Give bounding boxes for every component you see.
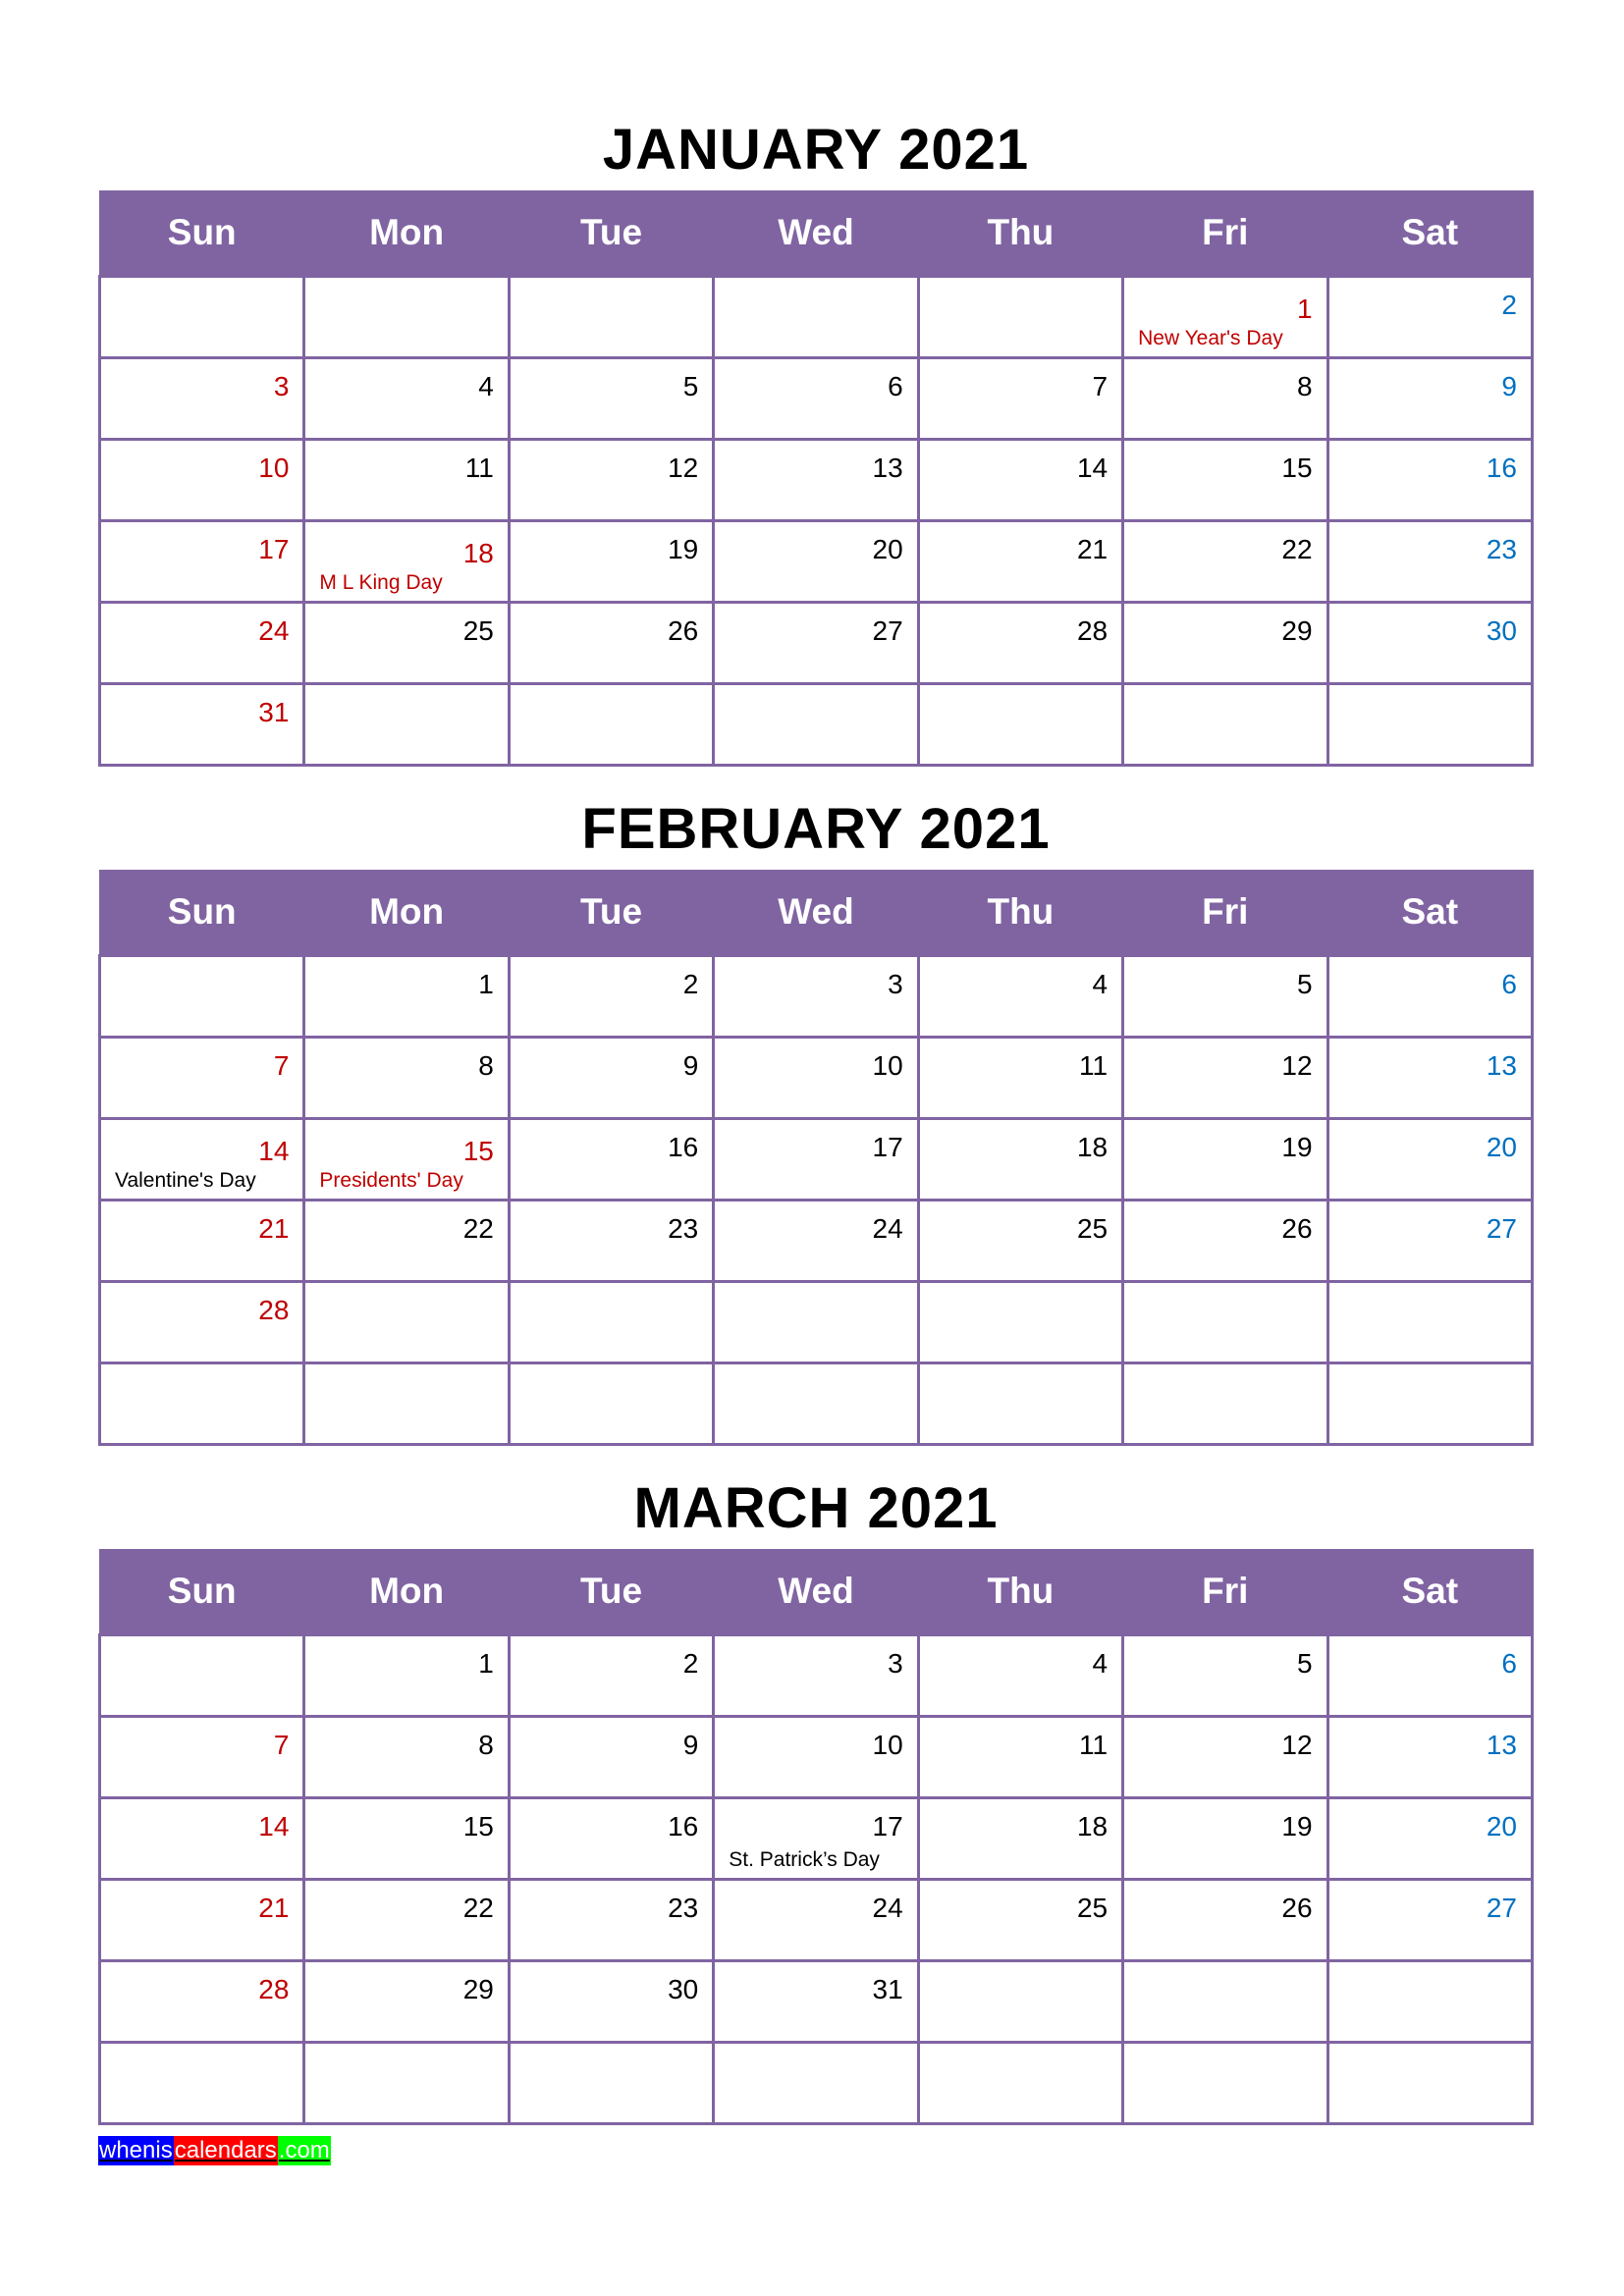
week-row bbox=[100, 277, 1533, 358]
weekday-header-sat: Sat bbox=[1327, 1549, 1532, 1635]
weekday-header-mon: Mon bbox=[304, 1549, 509, 1635]
weekday-header-sat: Sat bbox=[1327, 190, 1532, 277]
day-cell bbox=[714, 521, 918, 603]
day-number: 15 bbox=[462, 1811, 494, 1842]
day-cell bbox=[304, 1717, 509, 1798]
day-number: 28 bbox=[258, 1295, 290, 1325]
empty-day-cell bbox=[1123, 1282, 1327, 1363]
day-cell bbox=[304, 1961, 509, 2043]
day-cell bbox=[1327, 1635, 1532, 1717]
day-cell bbox=[304, 956, 509, 1038]
day-number: 18 bbox=[462, 538, 494, 568]
day-cell bbox=[100, 1038, 304, 1119]
day-cell bbox=[304, 1880, 509, 1961]
day-cell bbox=[100, 1717, 304, 1798]
weekday-header-row bbox=[100, 1549, 1533, 1635]
empty-day-cell bbox=[1327, 684, 1532, 766]
day-number: 30 bbox=[668, 1974, 699, 2004]
day-cell bbox=[1123, 1038, 1327, 1119]
empty-day-cell bbox=[304, 277, 509, 358]
day-number: 11 bbox=[464, 453, 494, 483]
day-cell bbox=[714, 1119, 918, 1201]
week-row bbox=[100, 1961, 1533, 2043]
day-cell bbox=[304, 1038, 509, 1119]
day-number: 13 bbox=[1486, 1050, 1517, 1081]
empty-day-cell bbox=[100, 277, 304, 358]
day-cell bbox=[918, 358, 1122, 440]
day-number: 10 bbox=[872, 1050, 903, 1081]
day-number: 1 bbox=[478, 1648, 494, 1679]
weekday-header-row bbox=[100, 870, 1533, 956]
month-january bbox=[98, 110, 1534, 767]
day-cell bbox=[100, 684, 304, 766]
day-number: 27 bbox=[872, 615, 903, 646]
day-number: 5 bbox=[1296, 969, 1313, 999]
day-cell bbox=[509, 1038, 713, 1119]
brand-part-whenis: whenis bbox=[99, 2137, 173, 2163]
day-number: 20 bbox=[1486, 1811, 1517, 1842]
empty-day-cell bbox=[714, 1282, 918, 1363]
day-number: 14 bbox=[1076, 453, 1109, 483]
day-cell bbox=[100, 1961, 304, 2043]
day-cell bbox=[1327, 358, 1532, 440]
month-march bbox=[98, 1468, 1534, 2125]
day-cell bbox=[918, 1201, 1122, 1282]
day-number: 3 bbox=[888, 1648, 903, 1679]
weekday-header-wed: Wed bbox=[714, 870, 918, 956]
day-number: 10 bbox=[872, 1730, 903, 1760]
day-cell bbox=[918, 1880, 1122, 1961]
day-cell bbox=[509, 956, 713, 1038]
day-cell bbox=[304, 1635, 509, 1717]
day-cell bbox=[1123, 1201, 1327, 1282]
empty-day-cell bbox=[304, 1363, 509, 1445]
empty-day-cell bbox=[304, 1282, 509, 1363]
day-cell bbox=[1123, 1880, 1327, 1961]
week-row bbox=[100, 1363, 1533, 1445]
brand-part-com: .com bbox=[278, 2137, 330, 2163]
day-number: 23 bbox=[668, 1893, 699, 1923]
day-number: 11 bbox=[1079, 1730, 1109, 1760]
day-cell bbox=[509, 1798, 713, 1880]
day-cell bbox=[509, 603, 713, 684]
day-number: 18 bbox=[1076, 1811, 1109, 1842]
day-cell bbox=[304, 358, 509, 440]
day-cell bbox=[509, 358, 713, 440]
day-number: 31 bbox=[258, 697, 290, 727]
day-cell bbox=[918, 1635, 1122, 1717]
empty-day-cell bbox=[714, 277, 918, 358]
holiday-label: New Year's Day bbox=[1138, 327, 1283, 349]
day-number: 13 bbox=[1486, 1730, 1517, 1760]
day-number: 15 bbox=[1281, 453, 1313, 483]
weekday-header-fri: Fri bbox=[1123, 190, 1327, 277]
day-cell bbox=[918, 521, 1122, 603]
day-cell bbox=[100, 1282, 304, 1363]
day-number: 6 bbox=[1501, 1648, 1517, 1679]
day-number: 25 bbox=[1076, 1213, 1109, 1244]
day-number: 12 bbox=[1281, 1730, 1313, 1760]
day-cell bbox=[100, 1880, 304, 1961]
day-number: 8 bbox=[478, 1050, 494, 1081]
day-cell bbox=[1327, 1119, 1532, 1201]
day-cell bbox=[1123, 1119, 1327, 1201]
holiday-label: St. Patrick’s Day bbox=[729, 1848, 880, 1871]
day-cell bbox=[1123, 1717, 1327, 1798]
day-cell bbox=[100, 603, 304, 684]
empty-day-cell bbox=[918, 2043, 1122, 2124]
day-cell bbox=[1327, 277, 1532, 358]
day-number: 2 bbox=[682, 1648, 699, 1679]
day-cell bbox=[509, 440, 713, 521]
empty-day-cell bbox=[918, 684, 1122, 766]
week-row bbox=[100, 1635, 1533, 1717]
day-cell bbox=[1327, 1201, 1532, 1282]
empty-day-cell bbox=[714, 1363, 918, 1445]
week-row bbox=[100, 603, 1533, 684]
day-cell bbox=[509, 1635, 713, 1717]
day-number: 8 bbox=[1296, 371, 1313, 401]
site-brand-link[interactable] bbox=[98, 2136, 331, 2165]
day-number: 19 bbox=[668, 534, 699, 564]
day-cell bbox=[714, 358, 918, 440]
day-number: 22 bbox=[1281, 534, 1313, 564]
day-number: 1 bbox=[478, 969, 494, 999]
empty-day-cell bbox=[100, 956, 304, 1038]
day-number: 12 bbox=[1281, 1050, 1313, 1081]
weekday-header-thu: Thu bbox=[918, 870, 1122, 956]
empty-day-cell bbox=[1327, 1961, 1532, 2043]
day-number: 21 bbox=[1076, 534, 1109, 564]
day-number: 26 bbox=[1281, 1213, 1313, 1244]
weekday-header-tue: Tue bbox=[509, 870, 713, 956]
day-number: 28 bbox=[1076, 615, 1109, 646]
day-number: 9 bbox=[682, 1050, 699, 1081]
day-cell bbox=[1327, 1717, 1532, 1798]
brand-part-calendars: calendars bbox=[174, 2137, 277, 2163]
day-cell bbox=[1123, 603, 1327, 684]
day-cell bbox=[714, 1635, 918, 1717]
empty-day-cell bbox=[304, 2043, 509, 2124]
weekday-header-wed: Wed bbox=[714, 190, 918, 277]
day-cell bbox=[100, 358, 304, 440]
week-row bbox=[100, 358, 1533, 440]
day-cell bbox=[100, 1798, 304, 1880]
week-row bbox=[100, 956, 1533, 1038]
week-row bbox=[100, 1038, 1533, 1119]
day-cell bbox=[1123, 440, 1327, 521]
day-number: 4 bbox=[478, 371, 494, 401]
empty-day-cell bbox=[1123, 684, 1327, 766]
day-cell bbox=[918, 440, 1122, 521]
week-row bbox=[100, 1201, 1533, 1282]
weekday-header-thu: Thu bbox=[918, 190, 1122, 277]
day-number: 25 bbox=[1076, 1893, 1109, 1923]
day-number: 7 bbox=[273, 1050, 290, 1081]
empty-day-cell bbox=[714, 684, 918, 766]
empty-day-cell bbox=[509, 1363, 713, 1445]
day-number: 19 bbox=[1281, 1811, 1313, 1842]
weekday-header-sun: Sun bbox=[100, 190, 304, 277]
empty-day-cell bbox=[100, 2043, 304, 2124]
day-number: 24 bbox=[258, 615, 290, 646]
day-cell bbox=[714, 1201, 918, 1282]
day-cell bbox=[100, 521, 304, 603]
day-number: 26 bbox=[1281, 1893, 1313, 1923]
day-number: 8 bbox=[478, 1730, 494, 1760]
calendar-grid bbox=[98, 190, 1534, 767]
day-number: 28 bbox=[258, 1974, 290, 2004]
week-row bbox=[100, 1282, 1533, 1363]
day-cell bbox=[304, 440, 509, 521]
day-number: 15 bbox=[462, 1136, 494, 1166]
day-number: 25 bbox=[462, 615, 494, 646]
empty-day-cell bbox=[714, 2043, 918, 2124]
day-cell bbox=[1327, 521, 1532, 603]
day-number: 12 bbox=[668, 453, 699, 483]
day-cell bbox=[1327, 603, 1532, 684]
day-number: 20 bbox=[872, 534, 903, 564]
day-cell bbox=[1327, 1880, 1532, 1961]
day-cell bbox=[1327, 1798, 1532, 1880]
week-row bbox=[100, 1119, 1533, 1201]
day-number: 2 bbox=[1501, 290, 1517, 320]
empty-day-cell bbox=[100, 1363, 304, 1445]
weekday-header-sat: Sat bbox=[1327, 870, 1532, 956]
day-number: 29 bbox=[1281, 615, 1313, 646]
day-cell bbox=[100, 1201, 304, 1282]
day-number: 10 bbox=[258, 453, 290, 483]
day-number: 19 bbox=[1281, 1132, 1313, 1162]
day-cell bbox=[509, 1961, 713, 2043]
day-cell bbox=[509, 1119, 713, 1201]
week-row bbox=[100, 440, 1533, 521]
empty-day-cell bbox=[918, 1282, 1122, 1363]
day-cell bbox=[918, 1038, 1122, 1119]
weekday-header-mon: Mon bbox=[304, 190, 509, 277]
day-cell bbox=[509, 1201, 713, 1282]
weekday-header-wed: Wed bbox=[714, 1549, 918, 1635]
day-number: 3 bbox=[888, 969, 903, 999]
day-number: 14 bbox=[258, 1811, 290, 1842]
day-cell bbox=[918, 1119, 1122, 1201]
day-cell bbox=[1123, 358, 1327, 440]
day-cell bbox=[1123, 521, 1327, 603]
day-number: 17 bbox=[872, 1132, 903, 1162]
empty-day-cell bbox=[1327, 1363, 1532, 1445]
empty-day-cell bbox=[509, 684, 713, 766]
day-cell bbox=[509, 1717, 713, 1798]
day-number: 5 bbox=[1296, 1648, 1313, 1679]
empty-day-cell bbox=[509, 277, 713, 358]
month-february bbox=[98, 789, 1534, 1446]
day-cell bbox=[1123, 277, 1327, 358]
empty-day-cell bbox=[1123, 1363, 1327, 1445]
day-number: 1 bbox=[1296, 294, 1313, 324]
empty-day-cell bbox=[1123, 1961, 1327, 2043]
day-number: 30 bbox=[1486, 615, 1517, 646]
day-number: 6 bbox=[888, 371, 903, 401]
day-cell bbox=[1327, 440, 1532, 521]
day-cell bbox=[1123, 1798, 1327, 1880]
day-number: 21 bbox=[258, 1893, 290, 1923]
empty-day-cell bbox=[1327, 1282, 1532, 1363]
day-cell bbox=[509, 521, 713, 603]
day-cell bbox=[304, 521, 509, 603]
week-row bbox=[100, 1880, 1533, 1961]
day-number: 27 bbox=[1486, 1893, 1517, 1923]
empty-day-cell bbox=[918, 1363, 1122, 1445]
day-number: 13 bbox=[872, 453, 903, 483]
weekday-header-fri: Fri bbox=[1123, 1549, 1327, 1635]
day-number: 23 bbox=[668, 1213, 699, 1244]
day-number: 27 bbox=[1486, 1213, 1517, 1244]
week-row bbox=[100, 684, 1533, 766]
day-cell bbox=[714, 1880, 918, 1961]
empty-day-cell bbox=[1123, 2043, 1327, 2124]
weekday-header-fri: Fri bbox=[1123, 870, 1327, 956]
day-number: 31 bbox=[872, 1974, 903, 2004]
day-cell bbox=[918, 956, 1122, 1038]
day-cell bbox=[918, 1798, 1122, 1880]
empty-day-cell bbox=[100, 1635, 304, 1717]
day-number: 21 bbox=[258, 1213, 290, 1244]
holiday-label: Presidents' Day bbox=[319, 1169, 463, 1192]
month-title: FEBRUARY 2021 bbox=[581, 797, 1051, 861]
day-number: 16 bbox=[1486, 453, 1517, 483]
calendar-grid bbox=[98, 870, 1534, 1446]
day-cell bbox=[714, 1038, 918, 1119]
day-cell bbox=[304, 1201, 509, 1282]
day-cell bbox=[714, 1798, 918, 1880]
day-cell bbox=[918, 1717, 1122, 1798]
day-number: 20 bbox=[1486, 1132, 1517, 1162]
holiday-label: Valentine's Day bbox=[115, 1169, 256, 1192]
day-number: 9 bbox=[682, 1730, 699, 1760]
day-number: 2 bbox=[682, 969, 699, 999]
day-number: 24 bbox=[872, 1893, 903, 1923]
weekday-header-mon: Mon bbox=[304, 870, 509, 956]
empty-day-cell bbox=[1327, 2043, 1532, 2124]
weekday-header-tue: Tue bbox=[509, 1549, 713, 1635]
day-number: 9 bbox=[1501, 371, 1517, 401]
empty-day-cell bbox=[509, 2043, 713, 2124]
calendar-grid bbox=[98, 1549, 1534, 2125]
day-cell bbox=[1123, 956, 1327, 1038]
day-cell bbox=[1327, 1038, 1532, 1119]
day-number: 5 bbox=[682, 371, 699, 401]
month-title: JANUARY 2021 bbox=[602, 118, 1030, 182]
empty-day-cell bbox=[304, 684, 509, 766]
day-number: 7 bbox=[273, 1730, 290, 1760]
day-number: 6 bbox=[1501, 969, 1517, 999]
empty-day-cell bbox=[918, 277, 1122, 358]
day-cell bbox=[714, 1961, 918, 2043]
day-number: 23 bbox=[1486, 534, 1517, 564]
day-cell bbox=[304, 1798, 509, 1880]
weekday-header-thu: Thu bbox=[918, 1549, 1122, 1635]
day-number: 22 bbox=[462, 1213, 494, 1244]
day-number: 26 bbox=[668, 615, 699, 646]
day-cell bbox=[304, 603, 509, 684]
day-number: 22 bbox=[462, 1893, 494, 1923]
day-cell bbox=[509, 1880, 713, 1961]
weekday-header-sun: Sun bbox=[100, 870, 304, 956]
weekday-header-tue: Tue bbox=[509, 190, 713, 277]
day-number: 16 bbox=[668, 1811, 699, 1842]
day-cell bbox=[100, 440, 304, 521]
day-cell bbox=[1327, 956, 1532, 1038]
day-cell bbox=[714, 956, 918, 1038]
day-number: 18 bbox=[1076, 1132, 1109, 1162]
month-title: MARCH 2021 bbox=[633, 1476, 999, 1540]
day-number: 29 bbox=[462, 1974, 494, 2004]
day-number: 7 bbox=[1092, 371, 1109, 401]
week-row bbox=[100, 2043, 1533, 2124]
day-number: 16 bbox=[668, 1132, 699, 1162]
weekday-header-sun: Sun bbox=[100, 1549, 304, 1635]
week-row bbox=[100, 1798, 1533, 1880]
day-number: 14 bbox=[258, 1136, 290, 1166]
day-number: 4 bbox=[1092, 969, 1109, 999]
holiday-label: M L King Day bbox=[319, 571, 443, 594]
day-cell bbox=[100, 1119, 304, 1201]
day-number: 24 bbox=[872, 1213, 903, 1244]
week-row bbox=[100, 1717, 1533, 1798]
day-cell bbox=[714, 603, 918, 684]
empty-day-cell bbox=[509, 1282, 713, 1363]
day-cell bbox=[714, 440, 918, 521]
weekday-header-row bbox=[100, 190, 1533, 277]
empty-day-cell bbox=[918, 1961, 1122, 2043]
day-number: 3 bbox=[273, 371, 290, 401]
day-cell bbox=[714, 1717, 918, 1798]
day-number: 17 bbox=[872, 1811, 903, 1842]
day-number: 17 bbox=[258, 534, 290, 564]
day-number: 4 bbox=[1092, 1648, 1109, 1679]
day-cell bbox=[1123, 1635, 1327, 1717]
day-cell bbox=[304, 1119, 509, 1201]
week-row bbox=[100, 521, 1533, 603]
day-cell bbox=[918, 603, 1122, 684]
day-number: 11 bbox=[1079, 1050, 1109, 1081]
